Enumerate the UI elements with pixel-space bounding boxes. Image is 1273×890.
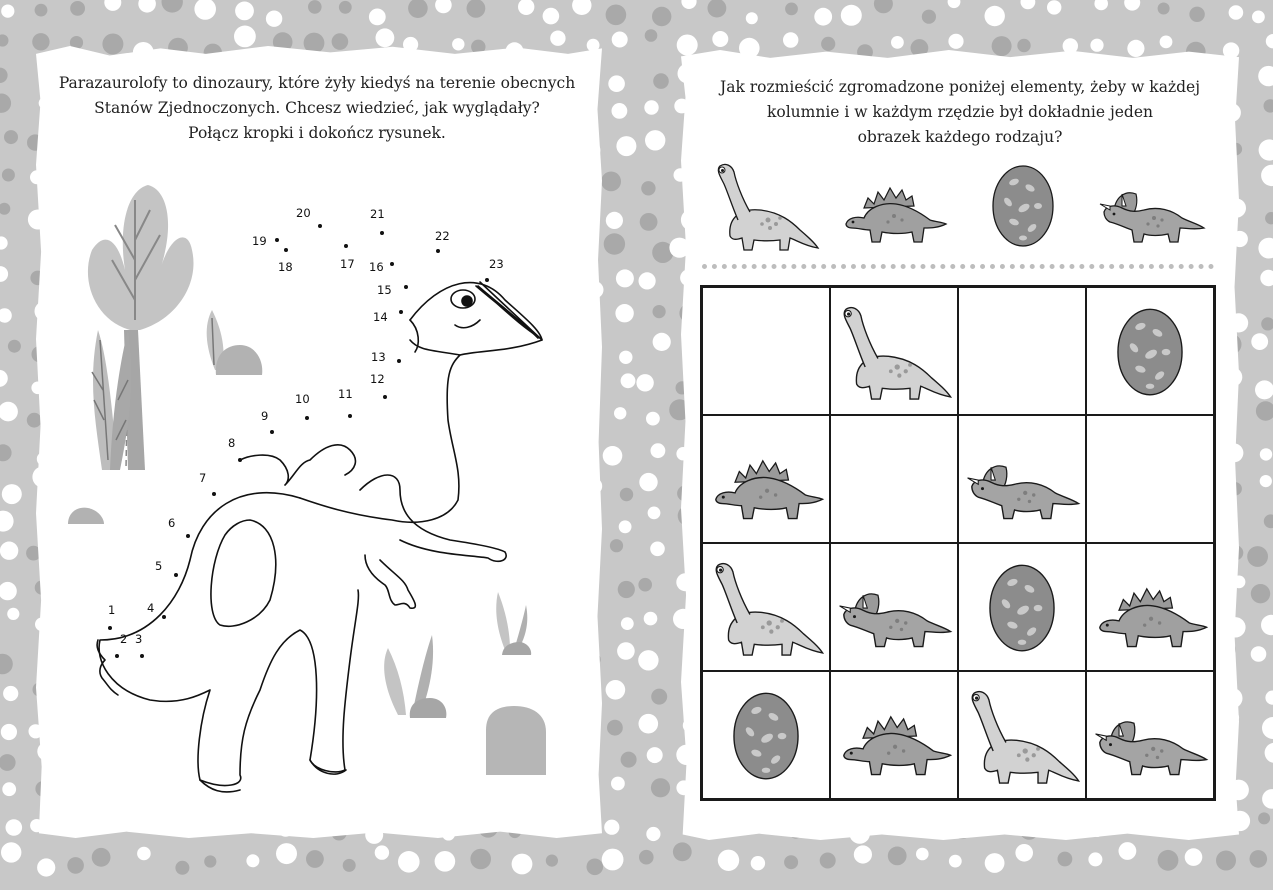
- egg-icon: [968, 158, 1078, 254]
- dot: [238, 458, 242, 462]
- grid-cell: [958, 415, 1086, 543]
- dot-number: 16: [369, 260, 384, 274]
- triceratops-icon: [959, 416, 1085, 542]
- grid-cell: [830, 287, 958, 415]
- stegosaurus-icon: [838, 158, 948, 254]
- dot: [485, 278, 489, 282]
- dot-number: 22: [435, 229, 450, 243]
- dot: [348, 414, 352, 418]
- dot: [399, 310, 403, 314]
- grid-cell-empty: [958, 287, 1086, 415]
- grid-cell: [958, 543, 1086, 671]
- dot: [318, 224, 322, 228]
- dot: [162, 615, 166, 619]
- dot-number: 19: [252, 234, 267, 248]
- dot: [344, 244, 348, 248]
- instruction-line: Stanów Zjednoczonych. Chcesz wiedzieć, jak wyglądały?: [94, 99, 540, 117]
- stegosaurus-icon: [831, 672, 957, 798]
- grid-cell-empty: [702, 287, 830, 415]
- sauropod-icon: [831, 288, 957, 414]
- dot: [115, 654, 119, 658]
- dot-number: 4: [147, 601, 155, 615]
- dot: [383, 395, 387, 399]
- dot-number: 7: [199, 471, 207, 485]
- dot-number: 5: [155, 559, 163, 573]
- small-plant-illustration: [496, 592, 531, 655]
- instruction-line: obrazek każdego rodzaju?: [857, 128, 1063, 146]
- instruction-line: Parazaurolofy to dinozaury, które żyły kiedyś na terenie obecnych: [58, 74, 576, 92]
- dot: [436, 249, 440, 253]
- grid-cell: [830, 671, 958, 799]
- grid-cell: [702, 415, 830, 543]
- element-legend: [710, 158, 1210, 254]
- dot: [212, 492, 216, 496]
- dot-number: 8: [228, 436, 236, 450]
- triceratops-icon: [1087, 672, 1213, 798]
- dot-number: 9: [261, 409, 269, 423]
- stegosaurus-icon: [1087, 544, 1213, 670]
- sauropod-icon: [959, 672, 1085, 798]
- rock-illustration: [68, 508, 104, 524]
- dot-number: 1: [108, 603, 116, 617]
- dot-number: 10: [295, 392, 310, 406]
- dot-number: 11: [338, 387, 353, 401]
- dot-number: 21: [370, 207, 385, 221]
- dot: [270, 430, 274, 434]
- dot-number: 15: [377, 283, 392, 297]
- sudoku-grid: [700, 285, 1216, 801]
- triceratops-icon: [1096, 158, 1206, 254]
- instruction-line: Jak rozmieścić zgromadzone poniżej elementy, żeby w każdej: [719, 78, 1201, 96]
- triceratops-icon: [831, 544, 957, 670]
- dot: [305, 416, 309, 420]
- grid-cell: [958, 671, 1086, 799]
- dot-number: 2: [120, 632, 128, 646]
- dot: [404, 285, 408, 289]
- dot-number: 12: [370, 372, 385, 386]
- dot-number: 3: [135, 632, 143, 646]
- dot: [390, 262, 394, 266]
- grid-cell: [830, 543, 958, 671]
- grid-cell: [1086, 671, 1214, 799]
- instruction-line: kolumnie i w każdym rzędzie był dokładnie jeden: [766, 103, 1154, 121]
- dot: [186, 534, 190, 538]
- dot-number: 13: [371, 350, 386, 364]
- dot-number: 23: [489, 257, 504, 271]
- fern-illustration: [92, 330, 131, 470]
- instruction-line: Połącz kropki i dokończ rysunek.: [188, 124, 446, 142]
- dot-number: 17: [340, 257, 355, 271]
- stegosaurus-icon: [703, 416, 829, 542]
- dot: [275, 238, 279, 242]
- dot-number: 14: [373, 310, 388, 324]
- grid-cell: [1086, 543, 1214, 671]
- grid-cell: [1086, 287, 1214, 415]
- egg-icon: [959, 544, 1085, 670]
- egg-icon: [703, 672, 829, 798]
- dot: [108, 626, 112, 630]
- grid-cell: [702, 543, 830, 671]
- small-plant-illustration: [384, 635, 446, 718]
- parasaurolophus-outline: [97, 282, 542, 792]
- dot-number: 20: [296, 206, 311, 220]
- dot-number: 6: [168, 516, 176, 530]
- rock-illustration: [486, 706, 546, 775]
- dot: [284, 248, 288, 252]
- sauropod-icon: [703, 544, 829, 670]
- dotted-divider: [702, 264, 1214, 269]
- dot: [397, 359, 401, 363]
- dot: [380, 231, 384, 235]
- dot: [140, 654, 144, 658]
- grid-cell-empty: [830, 415, 958, 543]
- egg-icon: [1087, 288, 1213, 414]
- sauropod-icon: [710, 158, 820, 254]
- grid-cell: [702, 671, 830, 799]
- grid-cell-empty: [1086, 415, 1214, 543]
- dot-number: 18: [278, 260, 293, 274]
- dot: [174, 573, 178, 577]
